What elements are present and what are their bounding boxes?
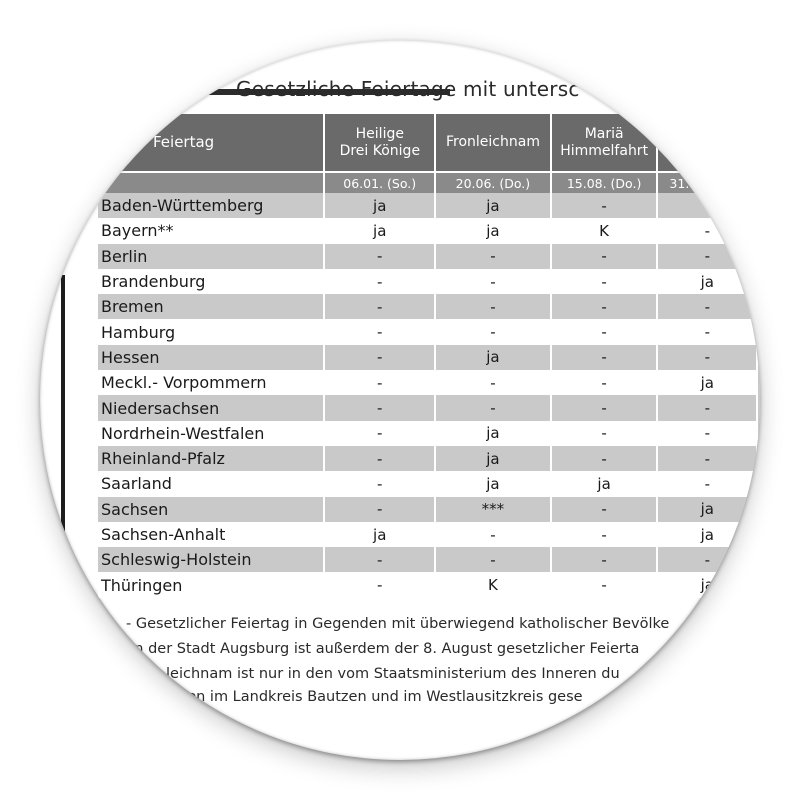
holiday-value-cell: - — [658, 244, 758, 269]
holiday-value-cell: - — [552, 572, 659, 597]
header-heilige-drei-koenige: Heilige Drei Könige — [325, 114, 436, 171]
table-body — [98, 193, 760, 598]
holiday-value-cell: K — [552, 218, 659, 243]
holiday-value-cell: - — [658, 218, 758, 243]
holiday-value-cell: - — [658, 395, 758, 420]
date-cell: 20.06. (Do.) — [436, 173, 552, 193]
state-name-cell: Schleswig-Holstein — [98, 547, 325, 572]
holiday-value-cell: - — [325, 244, 436, 269]
footnote: - Gesetzlicher Feiertag in Gegenden mit überwiegend katholischer Bevölke — [126, 616, 670, 632]
holiday-value-cell: - — [325, 572, 436, 597]
table-row — [98, 193, 760, 218]
holiday-value-cell: ja — [658, 497, 758, 522]
state-name-cell: Bayern** — [98, 218, 325, 243]
holiday-value-cell: - — [552, 522, 659, 547]
footnote: leichnam ist nur in den vom Staatsministerium des Inneren du — [166, 666, 620, 682]
holiday-value-cell: ja — [436, 446, 552, 471]
holiday-value-cell: - — [436, 395, 552, 420]
table-header-row — [98, 114, 760, 171]
holiday-value-cell — [758, 471, 760, 496]
table-row — [98, 572, 760, 597]
state-name-cell: Nordrhein-Westfalen — [98, 421, 325, 446]
state-name-cell: Thüringen — [98, 572, 325, 597]
holiday-value-cell: - — [325, 471, 436, 496]
holiday-value-cell: - — [552, 193, 659, 218]
holiday-value-cell: - — [436, 522, 552, 547]
holiday-value-cell: - — [658, 294, 758, 319]
state-name-cell: Rheinland-Pfalz — [98, 446, 325, 471]
holiday-value-cell: - — [325, 319, 436, 344]
holiday-value-cell: ja — [658, 572, 758, 597]
state-name-cell: Berlin — [98, 244, 325, 269]
holiday-value-cell: - — [436, 370, 552, 395]
holiday-value-cell: - — [552, 395, 659, 420]
holiday-value-cell: - — [552, 269, 659, 294]
holiday-value-cell: - — [325, 446, 436, 471]
state-name-cell: Baden-Württemberg — [98, 193, 325, 218]
table-date-row — [98, 173, 760, 193]
holiday-value-cell: - — [552, 547, 659, 572]
date-cell: 15.08. (Do.) — [552, 173, 659, 193]
holiday-value-cell: ja — [658, 269, 758, 294]
holiday-value-cell — [758, 547, 760, 572]
holiday-value-cell: - — [325, 421, 436, 446]
holiday-value-cell: ja — [436, 345, 552, 370]
holiday-value-cell: ja — [325, 193, 436, 218]
holiday-value-cell — [758, 446, 760, 471]
holiday-value-cell — [758, 395, 760, 420]
holiday-value-cell: ja — [436, 193, 552, 218]
holiday-value-cell: ja — [658, 522, 758, 547]
holiday-value-cell: - — [552, 421, 659, 446]
holiday-value-cell — [758, 572, 760, 597]
holiday-value-cell: - — [552, 319, 659, 344]
header-feiertag: Feiertag — [98, 114, 325, 171]
header-fronleichnam: Fronleichnam — [436, 114, 552, 171]
date-cell: 06.01. (So.) — [325, 173, 436, 193]
holiday-value-cell: - — [325, 370, 436, 395]
holiday-value-cell: - — [436, 547, 552, 572]
state-name-cell: Brandenburg — [98, 269, 325, 294]
table-row — [98, 370, 760, 395]
state-name-cell: Niedersachsen — [98, 395, 325, 420]
footnote: den im Landkreis Bautzen und im Westlausitzkreis gese — [178, 689, 583, 705]
table-row — [98, 547, 760, 572]
header-mariae-himmelfahrt: Mariä Himmelfahrt — [552, 114, 659, 171]
holiday-value-cell — [758, 522, 760, 547]
state-name-cell: Meckl.- Vorpommern — [98, 370, 325, 395]
footnote: In der Stadt Augsburg ist außerdem der 8. August gesetzlicher Feierta — [130, 641, 640, 657]
holiday-value-cell — [758, 193, 760, 218]
holiday-value-cell: ja — [658, 370, 758, 395]
state-name-cell: Sachsen — [98, 497, 325, 522]
holiday-value-cell: ja — [325, 522, 436, 547]
holiday-value-cell — [758, 319, 760, 344]
holiday-value-cell: ja — [552, 471, 659, 496]
holiday-value-cell: *** — [436, 497, 552, 522]
holiday-value-cell: - — [658, 193, 758, 218]
holiday-value-cell: - — [658, 547, 758, 572]
left-border-line — [61, 275, 65, 585]
holiday-value-cell — [758, 345, 760, 370]
holiday-value-cell — [758, 294, 760, 319]
page-title: Gesetzliche Feiertage mit untersc — [236, 77, 580, 101]
holiday-value-cell: - — [325, 395, 436, 420]
holiday-value-cell: ja — [436, 218, 552, 243]
date-cell: 31.10. ( — [658, 173, 758, 193]
holiday-value-cell: - — [436, 319, 552, 344]
holiday-value-cell: - — [325, 345, 436, 370]
table-row — [98, 522, 760, 547]
state-name-cell: Hamburg — [98, 319, 325, 344]
holiday-value-cell: - — [658, 446, 758, 471]
table-row — [98, 269, 760, 294]
holiday-value-cell: - — [658, 345, 758, 370]
holiday-value-cell: - — [552, 497, 659, 522]
holiday-value-cell: - — [552, 446, 659, 471]
date-cell — [758, 173, 760, 193]
table-row — [98, 497, 760, 522]
holiday-value-cell: - — [658, 471, 758, 496]
state-name-cell: Saarland — [98, 471, 325, 496]
holiday-value-cell: - — [552, 244, 659, 269]
holiday-value-cell: - — [552, 345, 659, 370]
table-row — [98, 446, 760, 471]
holiday-table — [98, 114, 760, 598]
table-row — [98, 244, 760, 269]
header-next-column — [758, 114, 760, 171]
holiday-value-cell — [758, 269, 760, 294]
state-name-cell: Hessen — [98, 345, 325, 370]
table-row — [98, 421, 760, 446]
holiday-value-cell: - — [325, 497, 436, 522]
state-name-cell: Bremen — [98, 294, 325, 319]
holiday-value-cell: - — [325, 269, 436, 294]
holiday-value-cell: K — [436, 572, 552, 597]
holiday-value-cell — [758, 497, 760, 522]
holiday-value-cell — [758, 218, 760, 243]
holiday-value-cell — [758, 370, 760, 395]
holiday-value-cell: - — [552, 370, 659, 395]
table-row — [98, 345, 760, 370]
holiday-value-cell: - — [658, 421, 758, 446]
date-cell — [98, 173, 325, 193]
holiday-value-cell: - — [436, 244, 552, 269]
state-name-cell: Sachsen-Anhalt — [98, 522, 325, 547]
holiday-value-cell — [758, 421, 760, 446]
table-row — [98, 319, 760, 344]
holiday-value-cell: - — [552, 294, 659, 319]
holiday-value-cell: ja — [325, 218, 436, 243]
magnifier-lens — [40, 40, 760, 760]
holiday-value-cell: - — [436, 294, 552, 319]
holiday-value-cell: - — [658, 319, 758, 344]
table-row — [98, 471, 760, 496]
header-reformationstag: o — [658, 114, 758, 171]
holiday-value-cell — [758, 244, 760, 269]
holiday-value-cell: - — [436, 269, 552, 294]
holiday-value-cell: ja — [436, 471, 552, 496]
table-row — [98, 294, 760, 319]
holiday-value-cell: - — [325, 294, 436, 319]
table-row — [98, 218, 760, 243]
table-row — [98, 395, 760, 420]
holiday-value-cell: ja — [436, 421, 552, 446]
holiday-value-cell: - — [325, 547, 436, 572]
